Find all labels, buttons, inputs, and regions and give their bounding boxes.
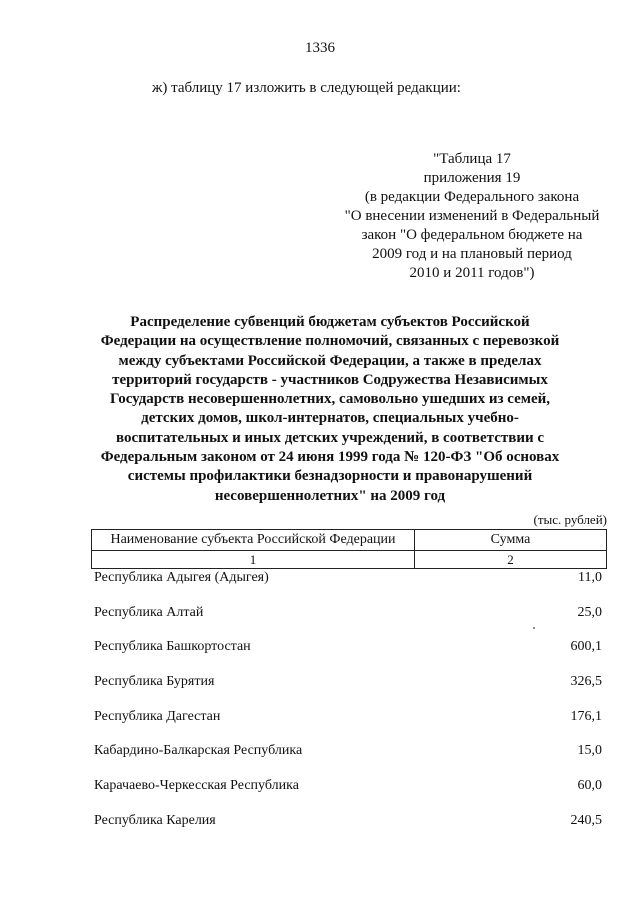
- table-row: [94, 674, 602, 709]
- title-line: Распределение субвенций бюджетам субъектов Российской: [130, 314, 530, 330]
- table-row: [94, 709, 602, 744]
- region-amount: 176,1: [570, 708, 602, 724]
- title-line: между субъектами Российской Федерации, а также в пределах: [118, 352, 542, 369]
- table-row: [94, 778, 602, 813]
- region-amount: 326,5: [570, 674, 602, 690]
- annex-line: "Таблица 17: [433, 151, 511, 167]
- table-row: [94, 639, 602, 674]
- region-amount: 240,5: [570, 812, 602, 828]
- document-title: [60, 313, 600, 506]
- table-row: [94, 570, 602, 605]
- region-amount: 60,0: [577, 778, 602, 794]
- column-number-row: [92, 551, 607, 569]
- annex-reference: [322, 150, 622, 283]
- title-line: детских домов, школ-интернатов, специальных учебно-: [141, 410, 519, 427]
- units-label: (тыс. рублей): [533, 512, 607, 527]
- region-amount: 25,0: [577, 604, 602, 620]
- region-name: Республика Адыгея (Адыгея): [94, 570, 269, 585]
- annex-line: закон "О федеральном бюджете на: [361, 227, 583, 243]
- title-line: воспитательных и иных детских учреждений, в соответствии с: [115, 429, 545, 446]
- title-line: Федеральным законом от 24 июня 1999 года № 120-ФЗ "Об основах: [100, 449, 560, 466]
- region-name: Республика Алтай: [94, 604, 204, 620]
- table-row: [94, 743, 602, 778]
- table-header: [91, 529, 607, 569]
- title-line: Федерации на осуществление полномочий, связанных с перевозкой: [100, 333, 560, 350]
- column-number: 2: [415, 551, 607, 569]
- title-line: несовершеннолетних" на 2009 год: [214, 487, 446, 504]
- table-row: [94, 605, 602, 640]
- region-amount: 11,0: [578, 570, 602, 585]
- region-amount: 15,0: [577, 743, 602, 759]
- column-header-region: Наименование субъекта Российской Федерации: [92, 530, 415, 551]
- scan-speck: [533, 627, 535, 629]
- annex-line: приложения 19: [423, 170, 521, 186]
- page-number: 1336: [305, 40, 335, 56]
- region-name: Республика Башкортостан: [94, 639, 251, 655]
- region-name: Республика Карелия: [94, 812, 216, 828]
- table-row: [94, 813, 602, 848]
- region-name: Кабардино-Балкарская Республика: [94, 743, 303, 759]
- title-line: системы профилактики безнадзорности и правонарушений: [127, 468, 533, 485]
- annex-line: 2010 и 2011 годов"): [409, 265, 535, 281]
- region-amount: 600,1: [570, 639, 602, 655]
- title-line: Государств несовершеннолетних, самовольно ушедших из семей,: [109, 391, 551, 408]
- table-body: [94, 570, 602, 848]
- region-name: Республика Бурятия: [94, 674, 215, 690]
- annex-line: "О внесении изменений в Федеральный: [344, 208, 600, 224]
- annex-line: (в редакции Федерального закона: [364, 189, 580, 205]
- column-header-amount: Сумма: [415, 530, 607, 551]
- column-number: 1: [92, 551, 415, 569]
- header-row: [92, 530, 607, 551]
- region-name: Республика Дагестан: [94, 708, 221, 724]
- amendment-intro: ж) таблицу 17 изложить в следующей редакции:: [152, 80, 461, 96]
- title-line: территорий государств - участников Содружества Независимых: [112, 371, 548, 388]
- annex-line: 2009 год и на плановый период: [372, 246, 572, 262]
- region-name: Карачаево-Черкесская Республика: [94, 778, 299, 794]
